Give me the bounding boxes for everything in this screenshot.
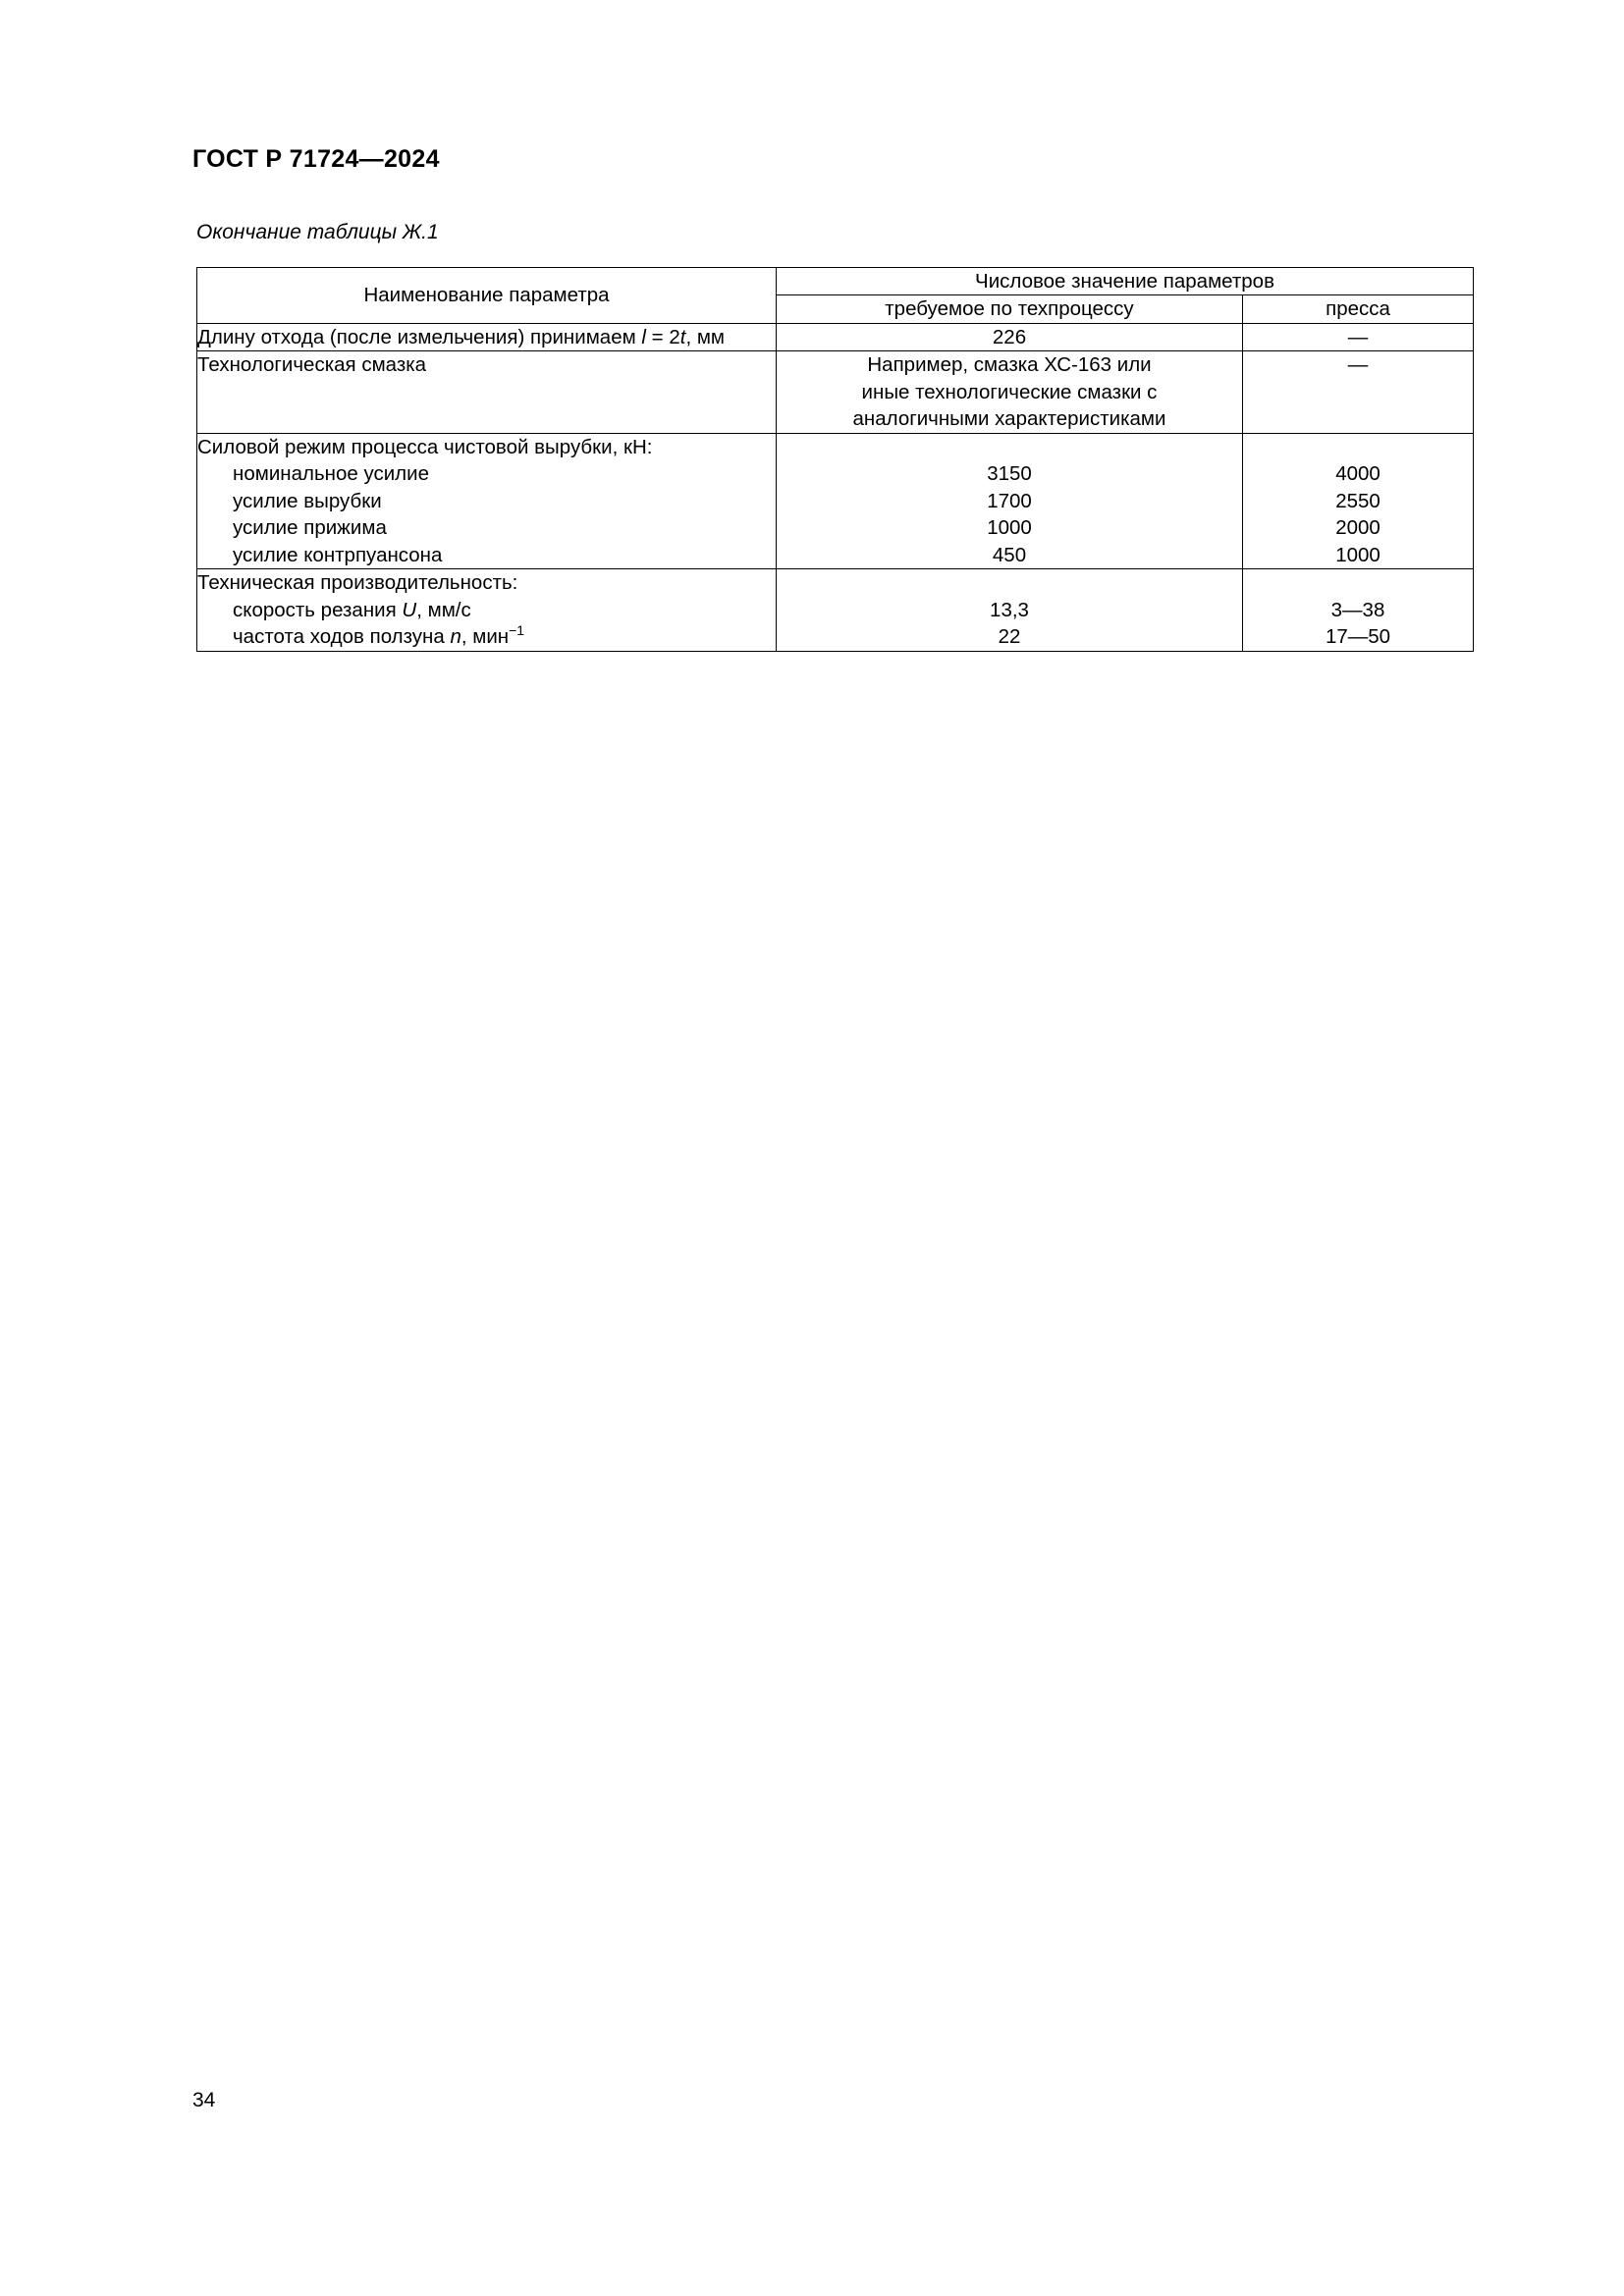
row-force-mode-item-0-label: номинальное усилие: [233, 462, 429, 486]
row-force-mode-item-1-required: 1700: [987, 489, 1032, 512]
table-caption: Окончание таблицы Ж.1: [196, 221, 439, 243]
row-lubricant-required: [777, 351, 1243, 433]
row-productivity-item-0-label: [197, 597, 776, 623]
row-lubricant-press: —: [1243, 351, 1474, 433]
row-force-mode-item-1-label: усилие вырубки: [233, 489, 382, 512]
row-force-mode-item-1-press: 2550: [1335, 489, 1380, 512]
table-container: [196, 267, 1473, 652]
row-productivity-item-0-label-prefix: скорость резания: [233, 598, 403, 621]
row-productivity-item-0-required: 13,3: [990, 598, 1029, 621]
row-waste-length-symbol-t: t: [679, 325, 686, 348]
row-waste-length-suffix: , мм: [685, 325, 726, 348]
row-force-mode-press: [1243, 433, 1474, 568]
row-force-mode-name: [197, 433, 777, 568]
row-force-mode-item-3-label: усилие контрпуансона: [233, 543, 443, 566]
row-productivity-required: [777, 569, 1243, 651]
header-press: пресса: [1243, 295, 1474, 323]
table-row: [197, 569, 1474, 651]
row-productivity-item-1-label-exponent: −1: [509, 622, 525, 639]
row-productivity-name: [197, 569, 777, 651]
row-waste-length-mid: = 2: [645, 325, 680, 348]
row-force-mode-item-2-press: 2000: [1335, 516, 1380, 540]
page-number: 34: [192, 2089, 216, 2111]
row-productivity-item-1-label-suffix: , мин: [460, 625, 510, 649]
row-productivity-title: Техническая производительность:: [197, 571, 518, 595]
row-force-mode-item-3-required: 450: [992, 543, 1027, 566]
table-row: [197, 323, 1474, 350]
row-force-mode-title: Силовой режим процесса чистовой вырубки, кН:: [197, 435, 653, 458]
row-force-mode-item-2-label: усилие прижима: [233, 516, 387, 540]
header-param-name: Наименование параметра: [197, 268, 777, 324]
row-productivity-item-1-required: 22: [998, 625, 1021, 649]
page-title: ГОСТ Р 71724—2024: [192, 145, 440, 173]
row-force-mode-item-0-required: 3150: [987, 462, 1032, 486]
table-row: [197, 351, 1474, 433]
row-lubricant-required-line1: Например, смазка ХС-163 или: [867, 353, 1152, 377]
row-productivity-item-1-label: [197, 623, 776, 650]
parameters-table: [196, 267, 1474, 652]
row-force-mode-item-2-required: 1000: [987, 516, 1032, 540]
row-productivity-item-1-press: 17—50: [1325, 625, 1391, 649]
row-waste-length-symbol-l: l: [641, 325, 646, 348]
row-force-mode-item-0-press: 4000: [1335, 462, 1380, 486]
table-header-row: [197, 268, 1474, 295]
row-productivity-item-0-label-suffix: , мм/с: [416, 598, 471, 621]
row-productivity-item-0-label-symbol: U: [402, 598, 417, 621]
header-required-by-process: требуемое по техпроцессу: [777, 295, 1243, 323]
row-lubricant-required-line3: аналогичными характеристиками: [852, 407, 1166, 431]
row-waste-length-required: 226: [777, 323, 1243, 350]
table-row: [197, 433, 1474, 568]
row-force-mode-required: [777, 433, 1243, 568]
row-waste-length-press: —: [1243, 323, 1474, 350]
row-force-mode-item-3-press: 1000: [1335, 543, 1380, 566]
row-waste-length-name: [197, 323, 777, 350]
row-productivity-item-1-label-prefix: частота ходов ползуна: [233, 625, 451, 649]
row-productivity-press: [1243, 569, 1474, 651]
header-numeric-group: Числовое значение параметров: [777, 268, 1474, 295]
row-lubricant-required-line2: иные технологические смазки с: [861, 380, 1158, 403]
row-productivity-item-0-press: 3—38: [1330, 598, 1385, 621]
row-waste-length-prefix: Длину отхода (после измельчения) принимаем: [197, 325, 642, 348]
row-lubricant-name: Технологическая смазка: [197, 351, 777, 433]
row-productivity-item-1-label-symbol: n: [450, 625, 461, 649]
